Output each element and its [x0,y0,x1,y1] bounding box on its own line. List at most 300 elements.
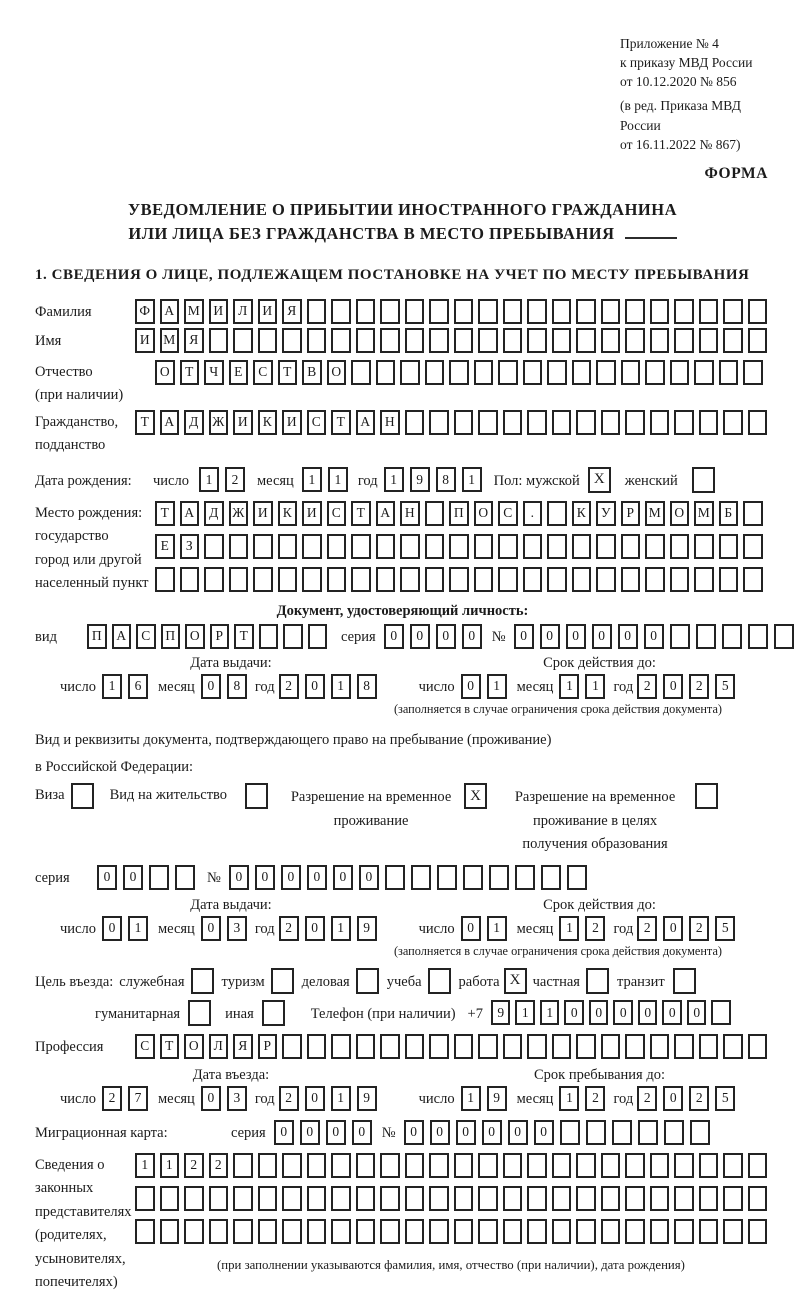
char-cell[interactable] [425,534,445,559]
char-cell[interactable] [380,1219,400,1244]
char-cell[interactable]: Т [155,501,175,526]
char-cell[interactable] [503,410,523,435]
char-cell[interactable]: М [645,501,665,526]
purpose-business-checkbox[interactable] [356,968,379,994]
char-cell[interactable] [474,567,494,592]
char-cell[interactable] [474,360,494,385]
char-cell[interactable] [400,534,420,559]
char-cell[interactable]: 6 [128,674,148,699]
char-cell[interactable]: 0 [201,916,221,941]
char-cell[interactable] [380,1034,400,1059]
char-cell[interactable] [429,299,449,324]
char-cell[interactable] [523,567,543,592]
char-cell[interactable] [699,299,719,324]
char-cell[interactable] [149,865,169,890]
char-cell[interactable]: 3 [227,1086,247,1111]
char-cell[interactable]: 1 [462,467,482,492]
char-cell[interactable] [376,567,396,592]
char-cell[interactable] [527,299,547,324]
char-cell[interactable] [576,1153,596,1178]
char-cell[interactable] [449,567,469,592]
char-cell[interactable]: В [302,360,322,385]
char-cell[interactable] [552,1034,572,1059]
char-cell[interactable]: 1 [559,1086,579,1111]
char-cell[interactable]: Я [282,299,302,324]
char-cell[interactable] [601,410,621,435]
char-cell[interactable] [674,410,694,435]
char-cell[interactable]: 0 [566,624,586,649]
purpose-other-checkbox[interactable] [262,1000,285,1026]
char-cell[interactable] [748,299,768,324]
char-cell[interactable] [307,1153,327,1178]
char-cell[interactable]: 0 [461,916,481,941]
char-cell[interactable] [385,865,405,890]
char-cell[interactable]: 0 [592,624,612,649]
char-cell[interactable] [155,567,175,592]
char-cell[interactable]: К [572,501,592,526]
char-cell[interactable]: Л [233,299,253,324]
char-cell[interactable]: 1 [585,674,605,699]
char-cell[interactable]: 1 [331,1086,351,1111]
char-cell[interactable] [405,299,425,324]
char-cell[interactable] [650,1034,670,1059]
char-cell[interactable]: 1 [328,467,348,492]
char-cell[interactable] [331,299,351,324]
char-cell[interactable]: 2 [585,916,605,941]
char-cell[interactable]: Р [258,1034,278,1059]
char-cell[interactable] [282,1034,302,1059]
char-cell[interactable] [645,360,665,385]
char-cell[interactable]: 0 [229,865,249,890]
char-cell[interactable]: Е [229,360,249,385]
char-cell[interactable] [552,1186,572,1211]
char-cell[interactable]: И [253,501,273,526]
char-cell[interactable]: 0 [352,1120,372,1145]
char-cell[interactable]: Д [204,501,224,526]
char-cell[interactable] [674,1034,694,1059]
char-cell[interactable] [429,1219,449,1244]
char-cell[interactable] [454,1186,474,1211]
char-cell[interactable] [670,624,690,649]
char-cell[interactable] [454,299,474,324]
char-cell[interactable] [135,1219,155,1244]
char-cell[interactable]: 0 [618,624,638,649]
char-cell[interactable] [723,1034,743,1059]
char-cell[interactable] [650,1186,670,1211]
char-cell[interactable] [743,567,763,592]
char-cell[interactable]: 1 [515,1000,535,1025]
char-cell[interactable] [664,1120,684,1145]
char-cell[interactable]: 9 [487,1086,507,1111]
char-cell[interactable]: 0 [305,1086,325,1111]
char-cell[interactable]: 1 [135,1153,155,1178]
char-cell[interactable] [601,1186,621,1211]
char-cell[interactable] [674,1186,694,1211]
char-cell[interactable] [601,299,621,324]
char-cell[interactable] [625,299,645,324]
char-cell[interactable] [233,328,253,353]
char-cell[interactable] [576,1219,596,1244]
char-cell[interactable] [449,534,469,559]
char-cell[interactable] [719,534,739,559]
char-cell[interactable] [380,299,400,324]
char-cell[interactable]: Е [155,534,175,559]
char-cell[interactable] [405,1186,425,1211]
char-cell[interactable] [719,360,739,385]
residence-permit-checkbox[interactable] [245,783,268,809]
char-cell[interactable] [547,567,567,592]
char-cell[interactable]: Б [719,501,739,526]
char-cell[interactable] [748,328,768,353]
char-cell[interactable] [429,1153,449,1178]
purpose-transit-checkbox[interactable] [673,968,696,994]
char-cell[interactable]: А [180,501,200,526]
char-cell[interactable]: 1 [160,1153,180,1178]
char-cell[interactable]: И [135,328,155,353]
char-cell[interactable] [307,299,327,324]
char-cell[interactable] [356,299,376,324]
char-cell[interactable]: 0 [274,1120,294,1145]
char-cell[interactable] [356,1153,376,1178]
char-cell[interactable]: 2 [585,1086,605,1111]
char-cell[interactable] [253,567,273,592]
char-cell[interactable]: 0 [540,624,560,649]
char-cell[interactable] [454,328,474,353]
char-cell[interactable] [331,1219,351,1244]
char-cell[interactable] [699,410,719,435]
char-cell[interactable] [474,534,494,559]
char-cell[interactable] [463,865,483,890]
char-cell[interactable]: Н [380,410,400,435]
char-cell[interactable]: И [258,299,278,324]
char-cell[interactable]: 0 [514,624,534,649]
char-cell[interactable] [411,865,431,890]
char-cell[interactable] [722,624,742,649]
char-cell[interactable]: Ж [209,410,229,435]
char-cell[interactable]: 0 [663,674,683,699]
char-cell[interactable]: 8 [357,674,377,699]
char-cell[interactable] [454,410,474,435]
char-cell[interactable] [331,328,351,353]
char-cell[interactable] [743,360,763,385]
char-cell[interactable]: 0 [638,1000,658,1025]
char-cell[interactable]: 0 [97,865,117,890]
char-cell[interactable] [601,1034,621,1059]
char-cell[interactable] [625,410,645,435]
char-cell[interactable]: А [160,299,180,324]
char-cell[interactable]: А [112,624,132,649]
char-cell[interactable]: Т [180,360,200,385]
char-cell[interactable]: 0 [384,624,404,649]
char-cell[interactable] [258,328,278,353]
char-cell[interactable] [259,624,279,649]
char-cell[interactable] [625,1186,645,1211]
char-cell[interactable] [699,328,719,353]
char-cell[interactable]: 0 [663,1086,683,1111]
char-cell[interactable]: 1 [102,674,122,699]
sex-female-checkbox[interactable] [692,467,715,493]
char-cell[interactable]: 0 [461,674,481,699]
char-cell[interactable]: Т [331,410,351,435]
char-cell[interactable]: К [278,501,298,526]
char-cell[interactable]: С [307,410,327,435]
char-cell[interactable]: О [155,360,175,385]
char-cell[interactable] [233,1219,253,1244]
char-cell[interactable] [576,1186,596,1211]
char-cell[interactable]: 1 [384,467,404,492]
char-cell[interactable] [650,1219,670,1244]
char-cell[interactable]: 0 [436,624,456,649]
char-cell[interactable] [601,328,621,353]
char-cell[interactable]: 2 [184,1153,204,1178]
char-cell[interactable] [690,1120,710,1145]
char-cell[interactable]: 0 [326,1120,346,1145]
char-cell[interactable]: Д [184,410,204,435]
char-cell[interactable] [478,328,498,353]
char-cell[interactable] [586,1120,606,1145]
char-cell[interactable] [160,1186,180,1211]
char-cell[interactable]: 0 [508,1120,528,1145]
char-cell[interactable] [645,534,665,559]
char-cell[interactable]: З [180,534,200,559]
char-cell[interactable] [601,1153,621,1178]
char-cell[interactable] [175,865,195,890]
char-cell[interactable] [527,328,547,353]
char-cell[interactable]: С [136,624,156,649]
char-cell[interactable] [327,534,347,559]
char-cell[interactable] [774,624,794,649]
char-cell[interactable] [204,567,224,592]
char-cell[interactable] [376,534,396,559]
char-cell[interactable] [184,1186,204,1211]
char-cell[interactable]: С [135,1034,155,1059]
char-cell[interactable] [670,360,690,385]
char-cell[interactable]: К [258,410,278,435]
char-cell[interactable]: 0 [687,1000,707,1025]
char-cell[interactable] [711,1000,731,1025]
char-cell[interactable]: Т [135,410,155,435]
char-cell[interactable]: 2 [102,1086,122,1111]
purpose-work-checkbox[interactable]: X [504,968,527,994]
char-cell[interactable] [723,1219,743,1244]
char-cell[interactable]: А [376,501,396,526]
char-cell[interactable] [674,1153,694,1178]
char-cell[interactable]: Л [209,1034,229,1059]
char-cell[interactable] [621,360,641,385]
char-cell[interactable] [670,567,690,592]
char-cell[interactable] [748,1186,768,1211]
char-cell[interactable] [552,1219,572,1244]
char-cell[interactable]: 1 [128,916,148,941]
char-cell[interactable]: Я [184,328,204,353]
char-cell[interactable]: П [449,501,469,526]
purpose-private-checkbox[interactable] [586,968,609,994]
char-cell[interactable] [209,328,229,353]
char-cell[interactable]: 0 [123,865,143,890]
char-cell[interactable] [541,865,561,890]
char-cell[interactable] [258,1219,278,1244]
char-cell[interactable]: 0 [482,1120,502,1145]
char-cell[interactable] [405,1219,425,1244]
char-cell[interactable] [723,299,743,324]
char-cell[interactable] [527,1219,547,1244]
char-cell[interactable]: 9 [357,916,377,941]
char-cell[interactable] [523,360,543,385]
char-cell[interactable] [356,1034,376,1059]
char-cell[interactable] [748,1153,768,1178]
char-cell[interactable]: 2 [689,1086,709,1111]
char-cell[interactable] [552,1153,572,1178]
char-cell[interactable] [307,328,327,353]
char-cell[interactable] [694,567,714,592]
char-cell[interactable] [282,1219,302,1244]
char-cell[interactable]: 0 [305,916,325,941]
char-cell[interactable] [748,1034,768,1059]
char-cell[interactable] [282,1153,302,1178]
char-cell[interactable] [625,328,645,353]
char-cell[interactable] [547,534,567,559]
char-cell[interactable] [523,534,543,559]
char-cell[interactable]: И [209,299,229,324]
char-cell[interactable]: 0 [662,1000,682,1025]
char-cell[interactable] [405,1153,425,1178]
char-cell[interactable]: А [356,410,376,435]
char-cell[interactable] [503,1153,523,1178]
char-cell[interactable] [503,1219,523,1244]
char-cell[interactable]: О [184,1034,204,1059]
char-cell[interactable]: 0 [462,624,482,649]
char-cell[interactable]: Ч [204,360,224,385]
char-cell[interactable]: И [302,501,322,526]
char-cell[interactable] [547,360,567,385]
char-cell[interactable] [429,410,449,435]
char-cell[interactable] [425,360,445,385]
char-cell[interactable] [576,299,596,324]
char-cell[interactable] [596,567,616,592]
char-cell[interactable] [233,1186,253,1211]
char-cell[interactable] [356,1186,376,1211]
char-cell[interactable]: 0 [300,1120,320,1145]
char-cell[interactable] [351,360,371,385]
char-cell[interactable] [282,328,302,353]
char-cell[interactable] [229,567,249,592]
char-cell[interactable] [302,567,322,592]
char-cell[interactable] [723,410,743,435]
char-cell[interactable] [723,1153,743,1178]
char-cell[interactable] [674,299,694,324]
temp-residence-edu-checkbox[interactable] [695,783,718,809]
char-cell[interactable]: 0 [410,624,430,649]
char-cell[interactable]: 0 [255,865,275,890]
char-cell[interactable] [694,360,714,385]
char-cell[interactable] [425,567,445,592]
char-cell[interactable] [527,410,547,435]
char-cell[interactable]: Р [621,501,641,526]
char-cell[interactable] [694,534,714,559]
char-cell[interactable] [376,360,396,385]
char-cell[interactable] [351,567,371,592]
char-cell[interactable]: 0 [534,1120,554,1145]
char-cell[interactable]: И [233,410,253,435]
char-cell[interactable]: 0 [564,1000,584,1025]
char-cell[interactable] [429,1034,449,1059]
char-cell[interactable]: 2 [279,674,299,699]
char-cell[interactable] [576,410,596,435]
char-cell[interactable] [572,534,592,559]
char-cell[interactable] [503,1186,523,1211]
char-cell[interactable] [400,360,420,385]
char-cell[interactable]: 1 [331,674,351,699]
char-cell[interactable]: 0 [201,1086,221,1111]
char-cell[interactable] [478,410,498,435]
char-cell[interactable]: 1 [559,674,579,699]
char-cell[interactable] [184,1219,204,1244]
char-cell[interactable] [405,410,425,435]
char-cell[interactable]: Ф [135,299,155,324]
char-cell[interactable]: 0 [281,865,301,890]
purpose-humanitarian-checkbox[interactable] [188,1000,211,1026]
char-cell[interactable]: С [498,501,518,526]
char-cell[interactable] [253,534,273,559]
char-cell[interactable] [209,1186,229,1211]
char-cell[interactable]: 1 [487,674,507,699]
char-cell[interactable] [552,299,572,324]
char-cell[interactable] [160,1219,180,1244]
char-cell[interactable] [307,1034,327,1059]
char-cell[interactable]: Т [160,1034,180,1059]
char-cell[interactable] [748,1219,768,1244]
char-cell[interactable] [209,1219,229,1244]
char-cell[interactable] [699,1219,719,1244]
char-cell[interactable] [638,1120,658,1145]
char-cell[interactable]: М [694,501,714,526]
char-cell[interactable] [400,567,420,592]
char-cell[interactable]: 2 [637,916,657,941]
sex-male-checkbox[interactable]: X [588,467,611,493]
char-cell[interactable]: О [670,501,690,526]
char-cell[interactable] [625,1219,645,1244]
char-cell[interactable] [621,534,641,559]
char-cell[interactable] [425,501,445,526]
char-cell[interactable]: 2 [689,674,709,699]
char-cell[interactable] [743,501,763,526]
char-cell[interactable] [699,1034,719,1059]
char-cell[interactable] [307,1219,327,1244]
char-cell[interactable] [356,328,376,353]
char-cell[interactable] [596,360,616,385]
char-cell[interactable] [454,1153,474,1178]
char-cell[interactable] [135,1186,155,1211]
char-cell[interactable] [547,501,567,526]
char-cell[interactable]: 0 [456,1120,476,1145]
char-cell[interactable] [380,328,400,353]
char-cell[interactable]: 0 [307,865,327,890]
char-cell[interactable] [380,1186,400,1211]
char-cell[interactable] [699,1186,719,1211]
char-cell[interactable]: 0 [613,1000,633,1025]
char-cell[interactable] [278,534,298,559]
char-cell[interactable] [331,1034,351,1059]
char-cell[interactable]: У [596,501,616,526]
char-cell[interactable] [650,299,670,324]
char-cell[interactable]: С [327,501,347,526]
char-cell[interactable] [278,567,298,592]
char-cell[interactable]: О [327,360,347,385]
char-cell[interactable] [596,534,616,559]
char-cell[interactable]: М [184,299,204,324]
char-cell[interactable] [478,1219,498,1244]
char-cell[interactable] [429,1186,449,1211]
